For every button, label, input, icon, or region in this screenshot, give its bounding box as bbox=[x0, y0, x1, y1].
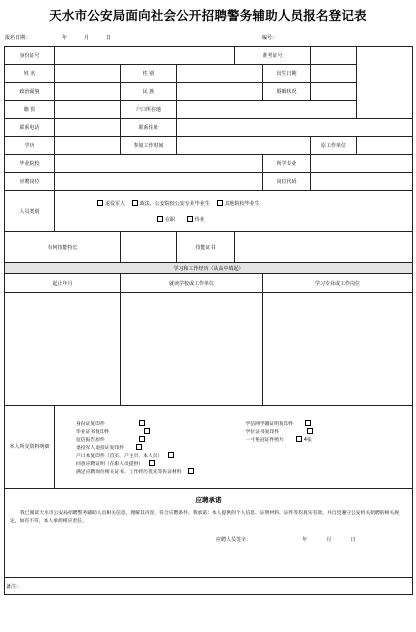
remarks-row bbox=[5, 578, 413, 595]
sign-month: 月 bbox=[326, 537, 332, 543]
skills-field[interactable] bbox=[121, 232, 177, 263]
ethnicity-field[interactable] bbox=[177, 83, 263, 101]
material-checkbox[interactable] bbox=[139, 420, 145, 426]
material-item: 学位证书复印件 bbox=[245, 429, 280, 435]
material-item: 毕业证书复印件 bbox=[76, 429, 110, 435]
registration-date-label: 报名日期： bbox=[5, 35, 31, 41]
position-field[interactable] bbox=[55, 173, 263, 191]
birth-date-field[interactable] bbox=[311, 65, 357, 83]
history-school-field[interactable] bbox=[121, 293, 263, 406]
material-item: 户口本复印件（首页、户主页、本人页） bbox=[76, 453, 163, 459]
sign-year: 年 bbox=[302, 537, 308, 543]
veteran-checkbox[interactable] bbox=[97, 200, 103, 206]
serial-number-label: 编号： bbox=[262, 35, 278, 41]
major-field[interactable] bbox=[311, 155, 413, 173]
unemployed-option: 待业 bbox=[194, 216, 205, 223]
skills-label: 有何技能特长 bbox=[5, 232, 121, 263]
material-item: 学信网学籍证明复印件 bbox=[245, 421, 294, 427]
pledge-section bbox=[5, 489, 413, 578]
remarks-label: 备注： bbox=[6, 583, 22, 590]
hukou-location-field[interactable] bbox=[177, 101, 357, 119]
work-start-label: 参加工作时间 bbox=[121, 137, 177, 155]
materials-label: 本人所交资料明细 bbox=[5, 406, 55, 489]
school-field[interactable] bbox=[55, 155, 263, 173]
material-item: 征信报告原件 bbox=[76, 437, 105, 443]
address-label: 联系住址 bbox=[121, 119, 177, 137]
phone-label: 联系电话 bbox=[5, 119, 55, 137]
address-field[interactable] bbox=[177, 119, 413, 137]
material-checkbox[interactable] bbox=[305, 420, 311, 426]
history-major-field[interactable] bbox=[263, 293, 413, 406]
material-checkbox[interactable] bbox=[149, 460, 155, 466]
date-year: 年 bbox=[62, 35, 68, 41]
pledge-body: 我已阅读天水市公安局招聘警务辅助人员相关信息，理解其内容，符合应聘条件。我承诺：本人提供的个人信息、证明材料、证件等均真实有效，并自觉遵守公安机关招聘的相关规定，如有不符，本人承担相应责任。 bbox=[10, 511, 399, 524]
material-item: 退役军人退役证复印件 bbox=[76, 445, 124, 451]
work-start-field[interactable] bbox=[177, 137, 311, 155]
date-month: 月 bbox=[84, 35, 90, 41]
skill-certificate-field[interactable] bbox=[235, 232, 413, 263]
employed-option: 在职 bbox=[165, 216, 176, 223]
major-label: 所学专业 bbox=[263, 155, 311, 173]
unemployed-checkbox[interactable] bbox=[187, 216, 193, 222]
id-number-label: 身份证号 bbox=[5, 47, 55, 65]
education-field[interactable] bbox=[55, 137, 121, 155]
material-item: 同意应聘证明（在职人员提供） bbox=[76, 461, 144, 467]
material-checkbox[interactable] bbox=[307, 428, 313, 434]
employer-label: 原工作单位 bbox=[311, 137, 357, 155]
applicant-signature-label: 应聘人员签字： bbox=[216, 537, 252, 543]
material-item: 满足应聘岗位相关证书、工作经历优先等佐证材料 bbox=[76, 469, 182, 475]
category-options bbox=[55, 191, 413, 232]
position-code-label: 岗位代码 bbox=[263, 173, 311, 191]
category-label: 人员类别 bbox=[5, 191, 55, 232]
education-label: 学历 bbox=[5, 137, 55, 155]
name-label: 姓 名 bbox=[5, 65, 55, 83]
date-day: 日 bbox=[106, 35, 112, 41]
pledge-title: 应聘承诺 bbox=[195, 496, 222, 504]
native-place-label: 籍 贯 bbox=[5, 101, 55, 119]
material-checkbox[interactable] bbox=[188, 468, 194, 474]
material-checkbox[interactable] bbox=[139, 436, 145, 442]
materials-checklist bbox=[55, 406, 413, 489]
material-checkbox[interactable] bbox=[296, 436, 302, 442]
police-graduate-checkbox[interactable] bbox=[132, 200, 138, 206]
sign-day: 日 bbox=[350, 537, 356, 543]
photo-count: 4张 bbox=[303, 437, 312, 443]
material-checkbox[interactable] bbox=[168, 452, 174, 458]
material-item: 一寸免冠证件照片 bbox=[245, 437, 284, 443]
native-place-field[interactable] bbox=[55, 101, 121, 119]
gender-field[interactable] bbox=[177, 65, 263, 83]
marital-status-field[interactable] bbox=[311, 83, 357, 101]
position-code-field[interactable] bbox=[311, 173, 413, 191]
employed-checkbox[interactable] bbox=[157, 216, 163, 222]
material-checkbox[interactable] bbox=[144, 428, 150, 434]
photo-box bbox=[357, 47, 413, 119]
form-title: 天水市公安局面向社会公开招聘警务辅助人员报名登记表 bbox=[49, 8, 367, 23]
gender-label: 性 别 bbox=[121, 65, 177, 83]
school-label: 毕业院校 bbox=[5, 155, 55, 173]
history-col-major: 学习专业或工作岗位 bbox=[263, 274, 413, 293]
history-col-school: 就读学校或工作单位 bbox=[121, 274, 263, 293]
ethnicity-label: 民 族 bbox=[121, 83, 177, 101]
material-checkbox[interactable] bbox=[136, 444, 142, 450]
political-status-field[interactable] bbox=[55, 83, 121, 101]
birth-date-label: 出生日期 bbox=[263, 65, 311, 83]
material-item: 身份证复印件 bbox=[76, 421, 105, 427]
police-graduate-option: 政法、公安院校公安专业毕业生 bbox=[139, 200, 210, 207]
position-label: 应聘岗位 bbox=[5, 173, 55, 191]
marital-status-label: 婚姻状况 bbox=[263, 83, 311, 101]
name-field[interactable] bbox=[55, 65, 121, 83]
other-graduate-checkbox[interactable] bbox=[217, 200, 223, 206]
id-number-field[interactable] bbox=[55, 47, 235, 65]
phone-field[interactable] bbox=[55, 119, 121, 137]
history-col-period: 起止年月 bbox=[5, 274, 121, 293]
exam-number-label: 准考证号 bbox=[235, 47, 311, 65]
employer-field[interactable] bbox=[357, 137, 413, 155]
history-section-title: 学习和工作经历（从高中填起） bbox=[5, 263, 413, 274]
hukou-location-label: 户口所在地 bbox=[121, 101, 177, 119]
skill-certificate-label: 技能证书 bbox=[177, 232, 235, 263]
other-graduate-option: 其他院校毕业生 bbox=[224, 200, 260, 207]
registration-table bbox=[4, 46, 413, 595]
political-status-label: 政治面貌 bbox=[5, 83, 55, 101]
history-period-field[interactable] bbox=[5, 293, 121, 406]
exam-number-field[interactable] bbox=[311, 47, 357, 65]
veteran-option: 退役军人 bbox=[105, 200, 126, 207]
